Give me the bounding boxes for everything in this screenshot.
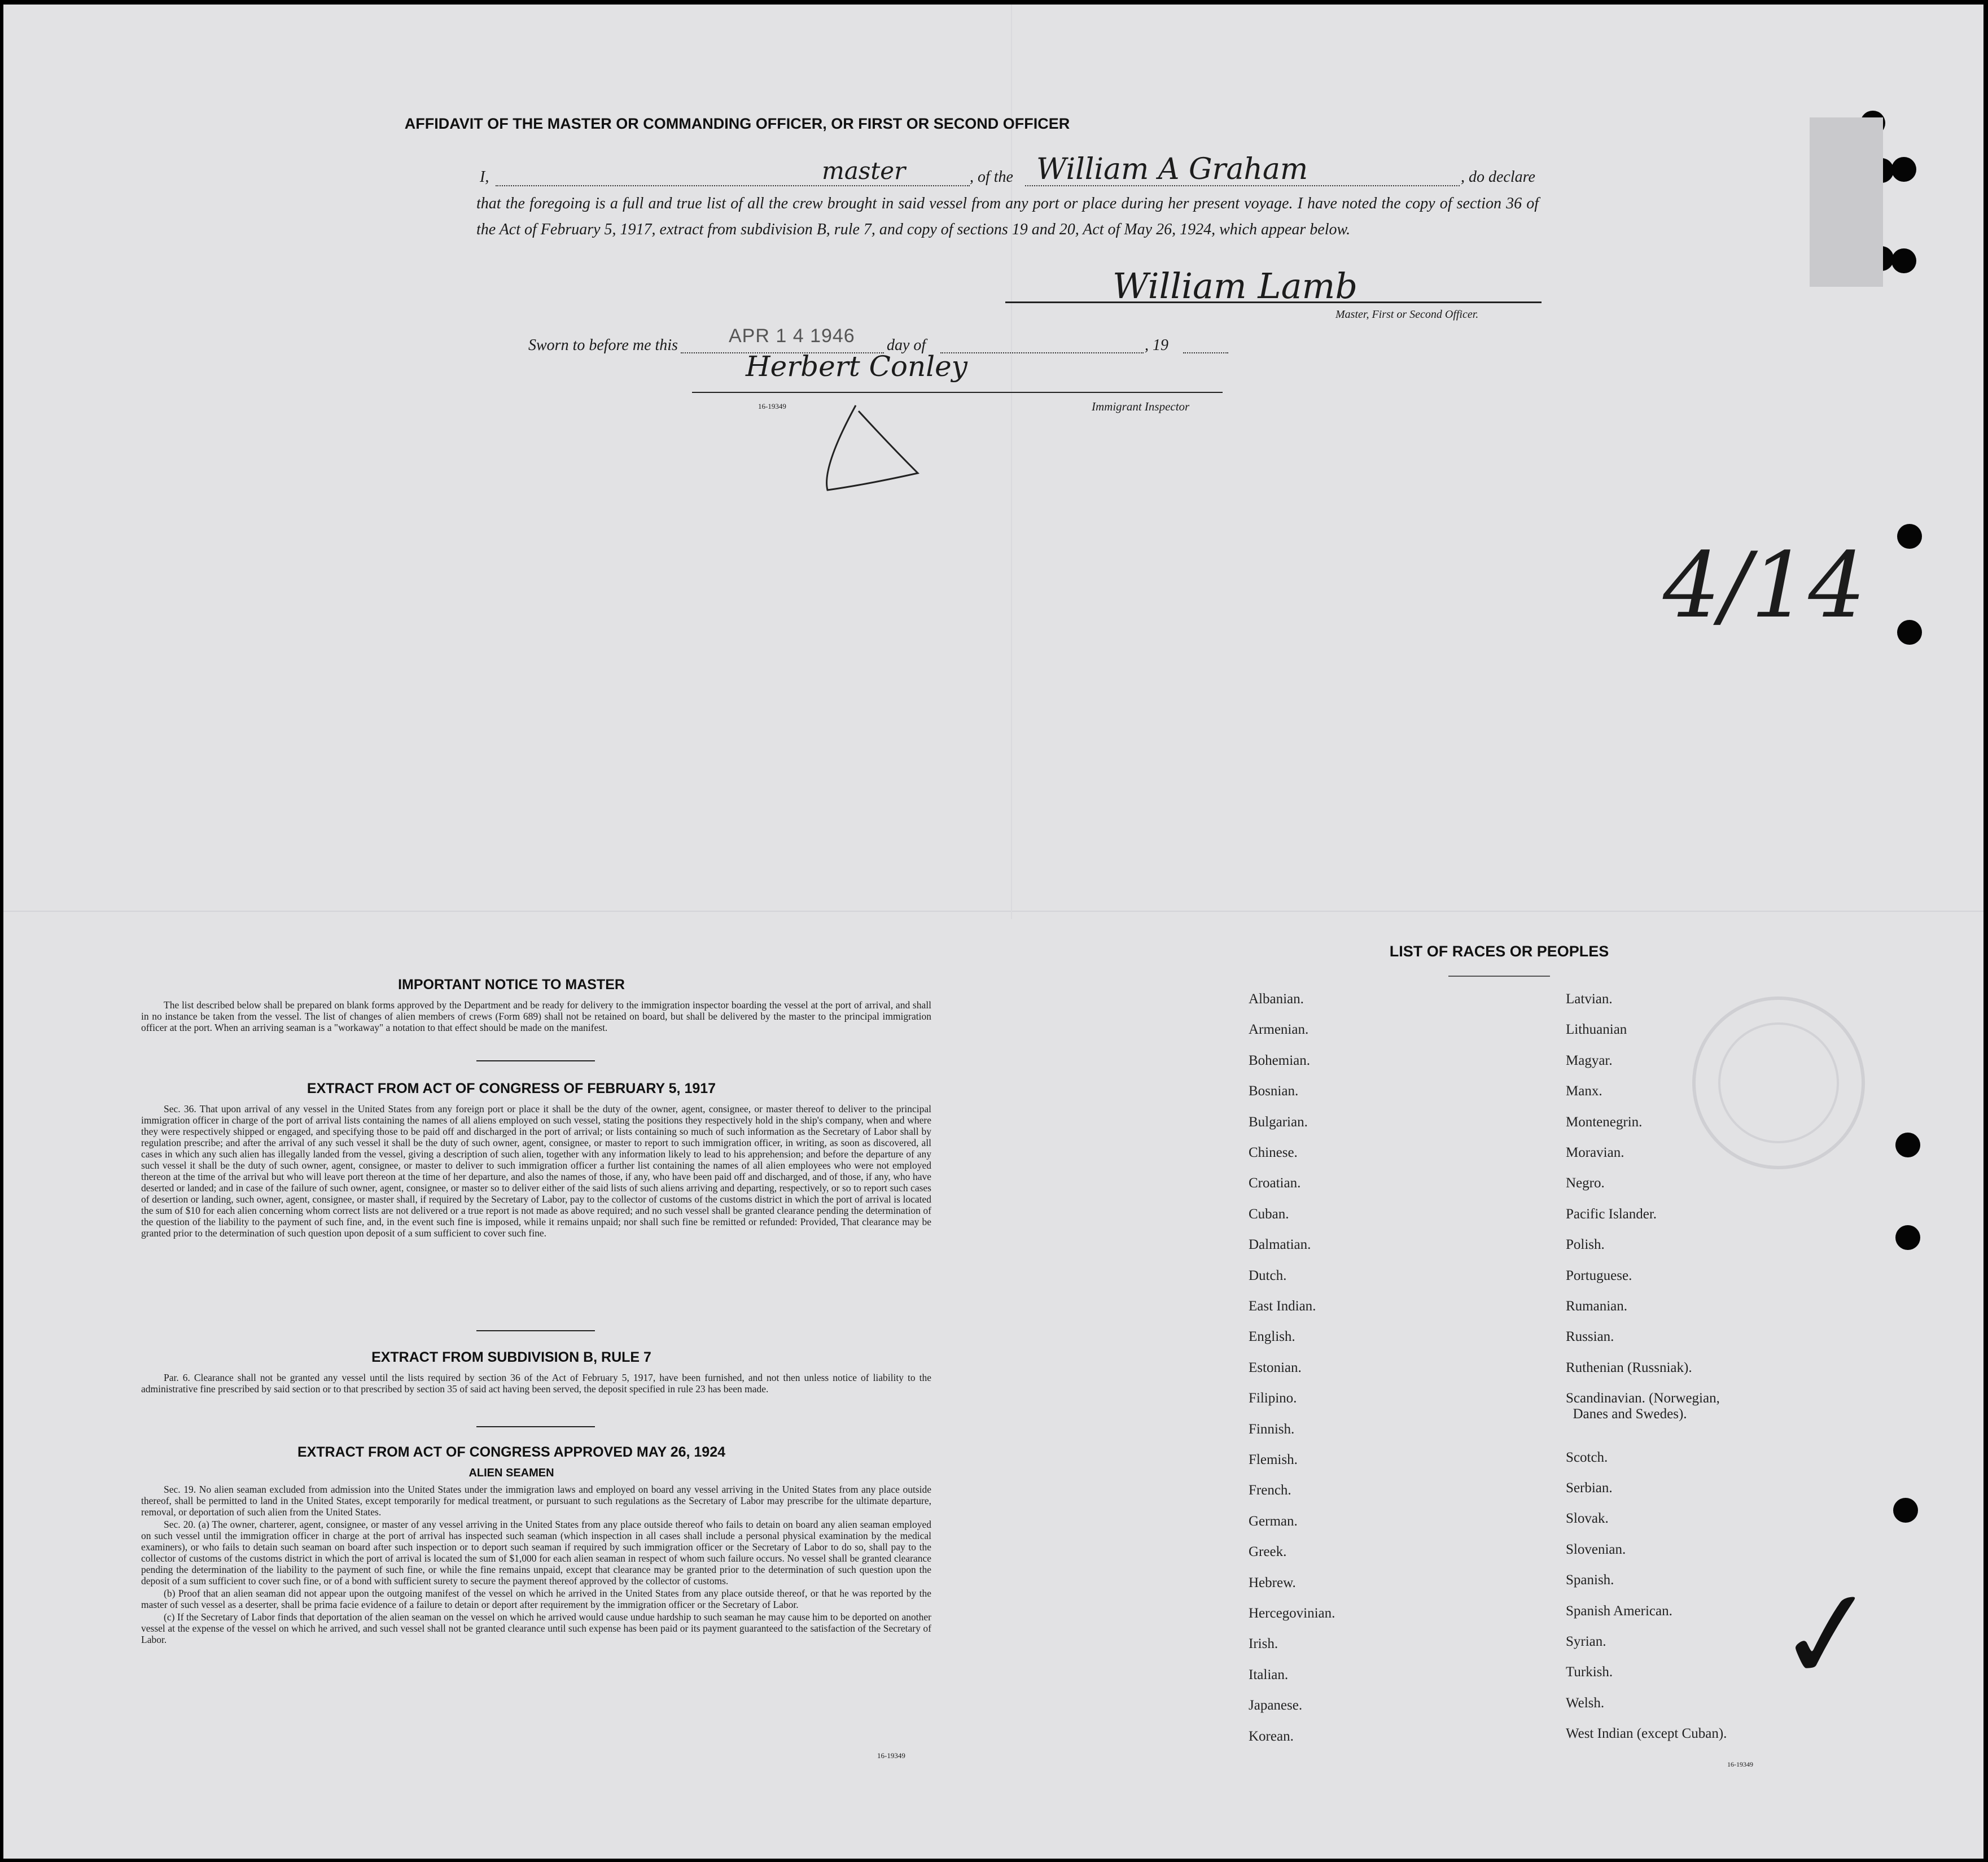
race-item: Japanese. bbox=[1249, 1698, 1303, 1714]
year-label: , 19 bbox=[1145, 336, 1168, 354]
race-item: Italian. bbox=[1249, 1667, 1289, 1682]
race-item: Slovak. bbox=[1566, 1511, 1609, 1527]
punch-hole bbox=[1891, 157, 1916, 182]
race-item: Irish. bbox=[1249, 1636, 1278, 1652]
master-signature-line bbox=[1005, 301, 1542, 303]
day-of-label: day of bbox=[887, 336, 926, 354]
extract-1924-heading: EXTRACT FROM ACT OF CONGRESS APPROVED MAY 26, 1924 bbox=[297, 1444, 726, 1460]
race-item: Turkish. bbox=[1566, 1664, 1613, 1680]
master-caption: Master, First or Second Officer. bbox=[1335, 308, 1479, 321]
race-item: Spanish American. bbox=[1566, 1603, 1672, 1619]
affidavit-i-label: I, bbox=[480, 168, 489, 186]
sworn-label: Sworn to before me this bbox=[528, 336, 678, 354]
race-item: Finnish. bbox=[1249, 1421, 1295, 1437]
race-item: Armenian. bbox=[1249, 1022, 1309, 1038]
sec-20c-paragraph: (c) If the Secretary of Labor finds that deportation of the alien seaman on the vessel on which he arrived would cause undue hardship to such seaman he may cause him to be deported on another vessel at the expense of the vessel on which he arrived, and such vessel shall not be granted clearance until such expense has been paid or its payment guaranteed to the satisfaction of the Secretary of Labor. bbox=[141, 1611, 931, 1645]
extract-1917-heading: EXTRACT FROM ACT OF CONGRESS OF FEBRUARY 5, 1917 bbox=[306, 1081, 716, 1096]
inspector-signature: Herbert Conley bbox=[746, 350, 967, 383]
race-item: Spanish. bbox=[1566, 1572, 1614, 1588]
handwritten-page-number: 4/14 bbox=[1663, 532, 1866, 638]
handwritten-vessel-name: William A Graham bbox=[1036, 152, 1308, 186]
race-item: Filipino. bbox=[1249, 1391, 1297, 1406]
race-item: Bulgarian. bbox=[1249, 1114, 1308, 1130]
extract-1917-text bbox=[141, 1103, 931, 1240]
race-item: Rumanian. bbox=[1566, 1299, 1628, 1314]
race-item: Chinese. bbox=[1249, 1145, 1298, 1160]
divider bbox=[1448, 976, 1550, 977]
race-item: Croatian. bbox=[1249, 1175, 1301, 1191]
race-item: German. bbox=[1249, 1513, 1298, 1529]
race-item: Pacific Islander. bbox=[1566, 1206, 1657, 1222]
notice-text bbox=[141, 999, 931, 1034]
inspector-signature-line bbox=[692, 392, 1223, 393]
race-item: Slovenian. bbox=[1566, 1541, 1626, 1557]
race-item: French. bbox=[1249, 1483, 1291, 1498]
alien-seamen-subheading: ALIEN SEAMEN bbox=[468, 1467, 554, 1479]
inspector-caption: Immigrant Inspector bbox=[1092, 400, 1190, 413]
punch-hole bbox=[1891, 248, 1916, 273]
punch-hole bbox=[1895, 1133, 1920, 1157]
do-declare-label: , do declare bbox=[1461, 168, 1535, 186]
extract-1924-text bbox=[141, 1484, 931, 1646]
race-item: Serbian. bbox=[1566, 1480, 1613, 1496]
race-item: West Indian (except Cuban). bbox=[1566, 1726, 1727, 1742]
race-item: Ruthenian (Russniak). bbox=[1566, 1360, 1692, 1375]
extract-form-number: 16-19349 bbox=[877, 1751, 905, 1760]
race-item: Manx. bbox=[1566, 1083, 1602, 1099]
race-item: Bosnian. bbox=[1249, 1083, 1299, 1099]
race-item: Russian. bbox=[1566, 1329, 1614, 1345]
race-item: English. bbox=[1249, 1329, 1295, 1345]
race-item: Dutch. bbox=[1249, 1267, 1287, 1283]
divider bbox=[476, 1330, 595, 1331]
handwritten-check-mark: ✓ bbox=[1768, 1562, 1887, 1710]
race-item: Albanian. bbox=[1249, 991, 1304, 1007]
sec-20b-paragraph: (b) Proof that an alien seaman did not appear upon the outgoing manifest of the vessel on which he arrived in the United States from any place outside thereof, or that he was reported by the master of such vessel as a deserter, shall be prima facie evidence of a failure to detain or deport after requirement by the immigration officer or the Secretary of Labor. bbox=[141, 1588, 931, 1610]
race-item: Syrian. bbox=[1566, 1634, 1606, 1649]
extract-rule7-text bbox=[141, 1372, 931, 1396]
race-item: Magyar. bbox=[1566, 1052, 1613, 1068]
year-line bbox=[1183, 352, 1228, 353]
fold-line bbox=[3, 911, 1983, 912]
punch-hole bbox=[1897, 620, 1922, 645]
tape-shadow bbox=[1810, 117, 1883, 287]
affidavit-body: that the foregoing is a full and true list of all the crew brought in said vessel from any port or place during her present voyage. I have noted the copy of section 36 of the Act of February 5, 1917, extract from subdivision B, rule 7, and copy of sections 19 and 20, Act of May 26, 1924, which appear below. bbox=[476, 195, 1539, 238]
document-page bbox=[3, 5, 1983, 1859]
race-item: Greek. bbox=[1249, 1544, 1287, 1560]
punch-hole bbox=[1895, 1225, 1920, 1250]
race-item: Welsh. bbox=[1566, 1695, 1605, 1711]
signature-flourish bbox=[816, 400, 940, 501]
race-item: Hebrew. bbox=[1249, 1575, 1296, 1590]
race-item: Cuban. bbox=[1249, 1206, 1289, 1222]
race-item: Montenegrin. bbox=[1566, 1114, 1643, 1130]
race-item: Bohemian. bbox=[1249, 1052, 1311, 1068]
race-item: Scotch. bbox=[1566, 1449, 1608, 1465]
divider bbox=[476, 1060, 595, 1061]
race-item: Negro. bbox=[1566, 1175, 1605, 1191]
embossed-seal bbox=[1683, 990, 1875, 1176]
master-signature: William Lamb bbox=[1113, 265, 1358, 307]
punch-hole bbox=[1893, 1498, 1918, 1523]
affidavit-heading: AFFIDAVIT OF THE MASTER OR COMMANDING OFFICER, OR FIRST OR SECOND OFFICER bbox=[404, 115, 1070, 132]
races-heading: LIST OF RACES OR PEOPLES bbox=[1389, 943, 1609, 960]
affidavit-form-number: 16-19349 bbox=[758, 402, 786, 410]
race-item: Flemish. bbox=[1249, 1452, 1298, 1467]
sec-20a-paragraph: Sec. 20. (a) The owner, charterer, agent, consignee, or master of any vessel arriving in the United States from any place outside thereof who fails to detain on board any alien seaman employed on such vessel until the immigration officer in charge at the port of arrival has inspected such seaman (which inspection in all cases shall include a personal physical examination by the medical examiners), or who fails to detain such seaman on board after such inspection or to deport such seaman if required by such immigration officer or the Secretary of Labor to do so, shall pay to the collector of customs of the customs district in which the port of arrival is located the sum of $1,000 for each alien seaman in respect of whom such failure occurs. No vessel shall be granted clearance pending the determination of the liability to the payment of such fine, or while the fine remains unpaid, except that clearance may be granted prior to the determination of such question upon the deposit of a sum sufficient to cover such fine, or of a bond with sufficient surety to secure the payment thereof approved by the collector of customs. bbox=[141, 1519, 931, 1586]
handwritten-rank: master bbox=[822, 157, 906, 185]
races-form-number: 16-19349 bbox=[1727, 1760, 1753, 1768]
race-item: Dalmatian. bbox=[1249, 1237, 1311, 1253]
month-line bbox=[940, 352, 1144, 353]
sec-36-paragraph: Sec. 36. That upon arrival of any vessel in the United States from any foreign port or place it shall be the duty of the owner, agent, consignee, or master thereof to deliver to the principal immigration officer in charge of the port of arrival lists containing the names of all aliens employed on such vessel, stating the positions they respectively hold in the ship's company, when and where they were respectively shipped or engaged, and specifying those to be paid off and discharged in the port of arrival; or lists containing so much of such information as the Secretary of Labor shall by regulation prescribe; and after the arrival of any such vessel it shall be the duty of such owner, agent, consignee, or master to report to such immigration officer, in writing, as soon as discovered, all cases in which any such alien has illegally landed from the vessel, giving a description of such alien, together with any information likely to lead to his apprehension; and before the departure of any such vessel it shall be the duty of such owner, agent, consignee, or master to deliver to such immigration officer a further list containing the names of all alien employees who were not employed thereon at the time of the arrival but who will leave port thereon at the time of her departure, and also the names of those, if any, who have been paid off and discharged, and of those, if any, who have deserted or landed; and in case of the failure of such owner, agent, consignee, or master so to deliver either of the said lists of such aliens arriving and departing, respectively, or so to report such cases of desertion or landing, such owner, agent, consignee, or master shall, if required by the Secretary of Labor, pay to the collector of customs of the customs district in which the port of arrival is located the sum of $10 for each alien concerning whom correct lists are not delivered or a true report is not made as above required; and no such vessel shall be granted clearance pending the determination of the question of the liability to the payment of such fine, and, in the event such fine is imposed, while it remains unpaid; nor shall such fine be remitted or refunded: Provided, That clearance may be granted prior to the determination of such question upon deposit of a sum sufficient to cover such fine. bbox=[141, 1103, 931, 1239]
punch-hole bbox=[1897, 524, 1922, 549]
race-item: East Indian. bbox=[1249, 1299, 1316, 1314]
date-stamp: APR 1 4 1946 bbox=[729, 325, 855, 347]
race-item: Estonian. bbox=[1249, 1360, 1302, 1375]
rank-line bbox=[496, 185, 970, 186]
notice-heading: IMPORTANT NOTICE TO MASTER bbox=[398, 977, 625, 993]
of-the-label: , of the bbox=[970, 168, 1013, 186]
par-6-paragraph: Par. 6. Clearance shall not be granted any vessel until the lists required by section 36 of the Act of February 5, 1917, have been furnished, and not then unless notice of liability to the administrative fine prescribed by said section or to that prescribed by section 35 of said act having been served, the deposit specified in rule 23 has been made. bbox=[141, 1372, 931, 1395]
race-item: Scandinavian. (Norwegian, Danes and Swedes). bbox=[1566, 1391, 1720, 1422]
race-item: Latvian. bbox=[1566, 991, 1613, 1007]
race-item: Korean. bbox=[1249, 1728, 1294, 1744]
race-item: Portuguese. bbox=[1566, 1267, 1632, 1283]
race-item: Lithuanian bbox=[1566, 1022, 1627, 1038]
divider bbox=[476, 1426, 595, 1427]
race-item: Polish. bbox=[1566, 1237, 1605, 1253]
sec-19-paragraph: Sec. 19. No alien seaman excluded from admission into the United States under the immigration laws and employed on board any vessel arriving in the United States from any place outside thereof, shall be permitted to land in the United States, except temporarily for medical treatment, or pursuant to such regulations as the Secretary of Labor may prescribe for the ultimate departure, removal, or deportation of such alien from the United States. bbox=[141, 1484, 931, 1518]
race-item: Moravian. bbox=[1566, 1145, 1624, 1160]
notice-paragraph: The list described below shall be prepared on blank forms approved by the Department and be ready for delivery to the immigration inspector boarding the vessel at the port of arrival, and shall in no instance be taken from the vessel. The list of changes of alien members of crews (Form 689) shall not be retained on board, but shall be delivered by the master to the principal immigration officer at the port. When an arriving seaman is a "workaway" a notation to that effect should be made on the manifest. bbox=[141, 999, 931, 1033]
fold-line-vertical bbox=[1011, 5, 1012, 919]
race-item: Hercegovinian. bbox=[1249, 1606, 1335, 1621]
extract-rule7-heading: EXTRACT FROM SUBDIVISION B, RULE 7 bbox=[371, 1349, 651, 1365]
